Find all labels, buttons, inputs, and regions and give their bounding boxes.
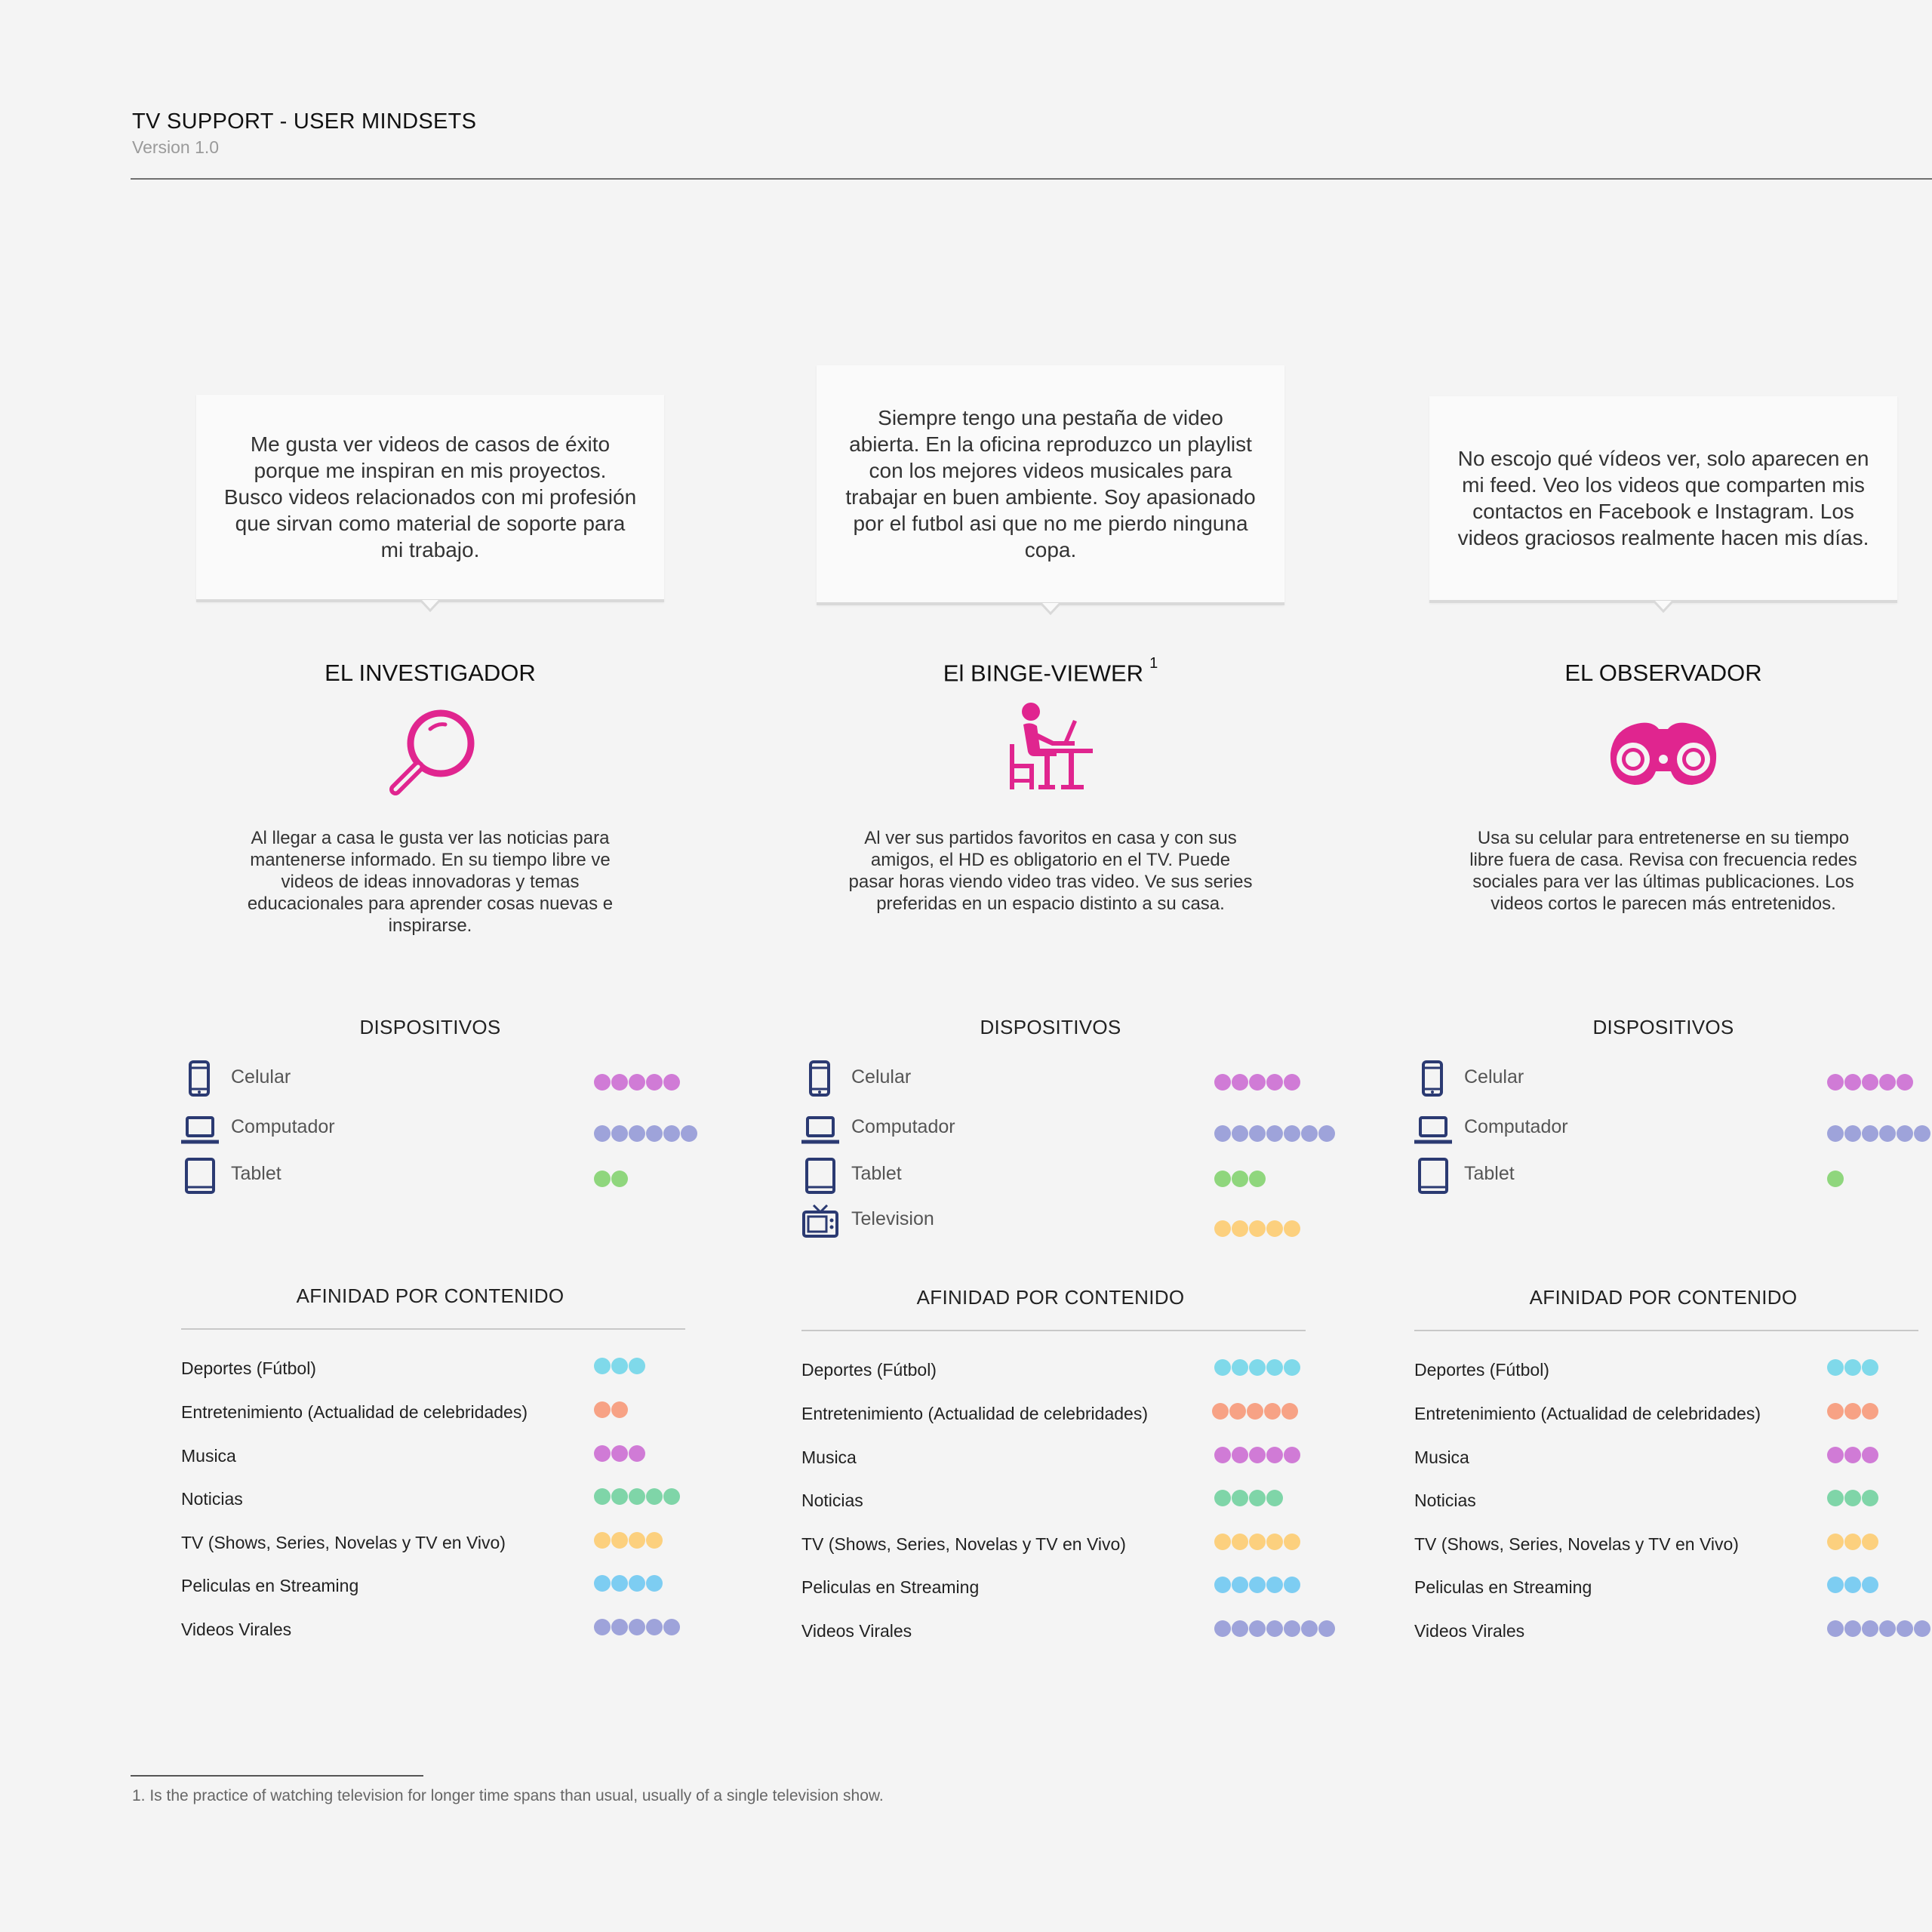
affinity-label: Deportes (Fútbol)	[801, 1360, 937, 1380]
device-row-celular	[1414, 1060, 1932, 1098]
rating-dots	[1827, 1171, 1844, 1187]
footnote-divider	[131, 1775, 423, 1777]
affinity-divider	[1414, 1330, 1918, 1331]
device-label: Celular	[231, 1066, 291, 1088]
rating-dot	[646, 1488, 663, 1505]
persona-name-text: El BINGE-VIEWER	[943, 660, 1144, 687]
page-title: TV SUPPORT - USER MINDSETS	[132, 109, 477, 134]
rating-dot	[663, 1125, 680, 1142]
device-row-celular	[181, 1060, 709, 1098]
devices-title: DISPOSITIVOS	[1592, 1016, 1734, 1038]
rating-dot	[681, 1125, 697, 1142]
rating-dot	[1301, 1125, 1318, 1142]
affinity-row	[181, 1441, 709, 1471]
rating-dot	[1879, 1125, 1896, 1142]
affinity-row	[1414, 1529, 1932, 1559]
devices-title: DISPOSITIVOS	[359, 1016, 501, 1038]
rating-dot	[1862, 1620, 1878, 1637]
affinity-label: Videos Virales	[801, 1621, 912, 1641]
persona-name	[1429, 660, 1897, 687]
rating-dot	[1301, 1620, 1318, 1637]
rating-dot	[1214, 1125, 1231, 1142]
persona-quote-text: Me gusta ver videos de casos de éxito porque me inspiran en mis proyectos. Busco videos relacionados con mi profesión que sirvan como material de soporte para mi trabajo.	[223, 432, 637, 561]
device-label: Celular	[1464, 1066, 1524, 1088]
quote-pointer	[1041, 603, 1060, 615]
rating-dot	[646, 1125, 663, 1142]
rating-dot	[1897, 1074, 1913, 1091]
persona-column-observador	[1369, 0, 1932, 1736]
version-label: Version 1.0	[132, 137, 220, 157]
rating-dot	[663, 1074, 680, 1091]
quote-pointer	[1654, 601, 1673, 613]
rating-dots	[1214, 1220, 1300, 1237]
rating-dot	[1844, 1359, 1861, 1376]
rating-dots	[1827, 1620, 1930, 1637]
rating-dot	[594, 1125, 611, 1142]
rating-dot	[611, 1125, 628, 1142]
rating-dots	[594, 1532, 663, 1549]
persona-quote-box	[1429, 396, 1897, 603]
rating-dot	[1844, 1577, 1861, 1593]
rating-dots	[594, 1074, 680, 1091]
rating-dot	[1232, 1359, 1248, 1376]
rating-dots	[1827, 1403, 1878, 1420]
rating-dot	[594, 1445, 611, 1462]
rating-dot	[1232, 1620, 1248, 1637]
rating-dots	[1827, 1359, 1878, 1376]
rating-dots	[594, 1125, 697, 1142]
rating-dot	[1284, 1125, 1300, 1142]
rating-dot	[629, 1488, 645, 1505]
tablet-icon	[801, 1157, 839, 1195]
rating-dot	[646, 1532, 663, 1549]
persona-description: Al ver sus partidos favoritos en casa y con sus amigos, el HD es obligatorio en el TV. Puede pasar horas viendo video tras video. Ve sus series preferidas en un espacio distinto a su casa.	[848, 828, 1253, 914]
affinity-row	[801, 1442, 1330, 1472]
rating-dot	[1862, 1577, 1878, 1593]
persona-name	[196, 660, 664, 687]
rating-dots	[1214, 1490, 1283, 1506]
affinity-label: Peliculas en Streaming	[801, 1577, 980, 1597]
device-row-tablet	[801, 1157, 1330, 1195]
affinity-row	[1414, 1442, 1932, 1472]
rating-dot	[1232, 1171, 1248, 1187]
television-icon	[801, 1202, 839, 1240]
rating-dot	[1862, 1359, 1878, 1376]
affinity-row	[1414, 1572, 1932, 1602]
rating-dot	[1249, 1490, 1266, 1506]
affinity-label: Musica	[181, 1446, 236, 1466]
rating-dot	[1897, 1620, 1913, 1637]
rating-dot	[1844, 1125, 1861, 1142]
rating-dot	[611, 1401, 628, 1418]
rating-dot	[1897, 1125, 1913, 1142]
laptop-icon	[181, 1110, 219, 1148]
rating-dot	[594, 1171, 611, 1187]
rating-dot	[1249, 1074, 1266, 1091]
quote-pointer	[420, 600, 440, 612]
rating-dot	[1249, 1620, 1266, 1637]
device-row-computador	[801, 1110, 1330, 1148]
binoculars-icon	[1603, 709, 1724, 808]
rating-dot	[629, 1358, 645, 1374]
rating-dot	[1862, 1074, 1878, 1091]
rating-dot	[1284, 1534, 1300, 1550]
persona-description: Usa su celular para entretenerse en su tiempo libre fuera de casa. Revisa con frecuencia redes sociales para ver las últimas publicaciones. Los videos cortos le parecen más entretenidos.	[1469, 828, 1857, 914]
affinity-label: Noticias	[1414, 1491, 1476, 1510]
rating-dot	[1284, 1074, 1300, 1091]
rating-dot	[1249, 1359, 1266, 1376]
rating-dots	[1827, 1577, 1878, 1593]
rating-dot	[1318, 1620, 1335, 1637]
rating-dot	[1879, 1074, 1896, 1091]
rating-dot	[1249, 1534, 1266, 1550]
rating-dots	[594, 1575, 663, 1592]
rating-dot	[1214, 1577, 1231, 1593]
rating-dot	[594, 1074, 611, 1091]
rating-dot	[1827, 1359, 1844, 1376]
rating-dots	[1214, 1577, 1300, 1593]
device-row-celular	[801, 1060, 1330, 1098]
rating-dot	[663, 1488, 680, 1505]
affinity-row	[181, 1353, 709, 1383]
rating-dots	[1827, 1490, 1878, 1506]
rating-dot	[1249, 1220, 1266, 1237]
rating-dot	[1214, 1074, 1231, 1091]
footnote-text: 1. Is the practice of watching television for longer time spans than usual, usually of a single television show.	[132, 1787, 884, 1804]
rating-dot	[1232, 1220, 1248, 1237]
rating-dots	[1214, 1534, 1300, 1550]
rating-dot	[1247, 1403, 1263, 1420]
rating-dot	[1232, 1534, 1248, 1550]
rating-dot	[594, 1575, 611, 1592]
rating-dot	[611, 1619, 628, 1635]
affinity-label: Musica	[1414, 1447, 1469, 1467]
affinity-label: Noticias	[801, 1491, 863, 1510]
rating-dots	[1827, 1447, 1878, 1463]
affinity-label: Entretenimiento (Actualidad de celebridades)	[181, 1402, 528, 1422]
rating-dot	[1249, 1125, 1266, 1142]
rating-dot	[1318, 1125, 1335, 1142]
device-label: Tablet	[1464, 1163, 1515, 1184]
rating-dot	[1862, 1534, 1878, 1550]
rating-dot	[1827, 1403, 1844, 1420]
rating-dot	[646, 1074, 663, 1091]
rating-dots	[1214, 1620, 1335, 1637]
rating-dot	[1284, 1577, 1300, 1593]
affinity-row	[1414, 1398, 1932, 1429]
device-label: Celular	[851, 1066, 912, 1088]
rating-dot	[1281, 1403, 1298, 1420]
affinity-label: TV (Shows, Series, Novelas y TV en Vivo)	[181, 1533, 506, 1552]
rating-dot	[1827, 1074, 1844, 1091]
rating-dot	[1284, 1447, 1300, 1463]
affinity-title: AFINIDAD POR CONTENIDO	[916, 1286, 1185, 1309]
rating-dot	[1844, 1074, 1861, 1091]
rating-dot	[1266, 1490, 1283, 1506]
affinity-divider	[801, 1330, 1306, 1331]
smartphone-icon	[181, 1060, 219, 1098]
affinity-row	[801, 1616, 1330, 1646]
device-label: Computador	[851, 1116, 955, 1137]
rating-dot	[629, 1445, 645, 1462]
rating-dot	[594, 1532, 611, 1549]
affinity-row	[801, 1572, 1330, 1602]
affinity-label: Entretenimiento (Actualidad de celebridades)	[801, 1404, 1148, 1423]
persona-column-investigador	[136, 0, 709, 1736]
rating-dot	[611, 1488, 628, 1505]
rating-dot	[663, 1619, 680, 1635]
smartphone-icon	[801, 1060, 839, 1098]
rating-dot	[1266, 1074, 1283, 1091]
persona-quote-box	[196, 395, 664, 602]
rating-dot	[1214, 1220, 1231, 1237]
rating-dots	[594, 1401, 628, 1418]
rating-dot	[629, 1619, 645, 1635]
rating-dot	[1844, 1620, 1861, 1637]
rating-dot	[1214, 1534, 1231, 1550]
affinity-row	[1414, 1616, 1932, 1646]
rating-dot	[1214, 1171, 1231, 1187]
rating-dots	[1214, 1074, 1300, 1091]
affinity-label: Videos Virales	[1414, 1621, 1525, 1641]
device-row-tablet	[181, 1157, 709, 1195]
rating-dot	[1232, 1577, 1248, 1593]
rating-dot	[594, 1358, 611, 1374]
devices-title: DISPOSITIVOS	[980, 1016, 1121, 1038]
rating-dot	[1827, 1125, 1844, 1142]
rating-dots	[1827, 1074, 1913, 1091]
affinity-row	[801, 1529, 1330, 1559]
persona-quote-text: No escojo qué vídeos ver, solo aparecen en mi feed. Veo los videos que comparten mis contactos en Facebook e Instagram. Los videos graciosos realmente hacen mis días.	[1457, 447, 1869, 549]
affinity-row	[1414, 1485, 1932, 1515]
person-at-desk-icon	[990, 702, 1111, 800]
affinity-label: TV (Shows, Series, Novelas y TV en Vivo)	[1414, 1534, 1739, 1554]
laptop-icon	[1414, 1110, 1452, 1148]
rating-dot	[1827, 1171, 1844, 1187]
device-row-computador	[181, 1110, 709, 1148]
rating-dot	[1284, 1220, 1300, 1237]
rating-dot	[1266, 1620, 1283, 1637]
rating-dot	[1212, 1403, 1229, 1420]
rating-dot	[1266, 1577, 1283, 1593]
rating-dot	[1862, 1125, 1878, 1142]
rating-dot	[1249, 1447, 1266, 1463]
rating-dot	[1827, 1620, 1844, 1637]
rating-dots	[1827, 1534, 1878, 1550]
smartphone-icon	[1414, 1060, 1452, 1098]
affinity-row	[1414, 1355, 1932, 1385]
rating-dots	[1214, 1447, 1300, 1463]
rating-dot	[1862, 1447, 1878, 1463]
affinity-row	[801, 1398, 1330, 1429]
device-label: Tablet	[231, 1163, 281, 1184]
device-row-computador	[1414, 1110, 1932, 1148]
rating-dots	[594, 1445, 645, 1462]
affinity-label: Deportes (Fútbol)	[181, 1358, 316, 1378]
device-label: Tablet	[851, 1163, 902, 1184]
affinity-label: Peliculas en Streaming	[181, 1576, 359, 1595]
rating-dots	[1212, 1403, 1298, 1420]
rating-dot	[1862, 1490, 1878, 1506]
rating-dot	[629, 1532, 645, 1549]
persona-name-text: EL OBSERVADOR	[1564, 660, 1762, 686]
rating-dot	[1827, 1577, 1844, 1593]
affinity-row	[801, 1355, 1330, 1385]
rating-dot	[594, 1488, 611, 1505]
rating-dots	[594, 1488, 680, 1505]
device-row-tablet	[1414, 1157, 1932, 1195]
rating-dot	[1214, 1620, 1231, 1637]
rating-dot	[629, 1125, 645, 1142]
rating-dots	[1214, 1171, 1266, 1187]
tablet-icon	[181, 1157, 219, 1195]
device-label: Computador	[231, 1116, 335, 1137]
rating-dot	[1284, 1359, 1300, 1376]
rating-dot	[594, 1619, 611, 1635]
rating-dot	[629, 1575, 645, 1592]
rating-dots	[594, 1619, 680, 1635]
rating-dot	[611, 1575, 628, 1592]
tablet-icon	[1414, 1157, 1452, 1195]
rating-dot	[1827, 1490, 1844, 1506]
laptop-icon	[801, 1110, 839, 1148]
device-label: Computador	[1464, 1116, 1568, 1137]
rating-dot	[611, 1074, 628, 1091]
rating-dot	[1844, 1534, 1861, 1550]
rating-dot	[1862, 1403, 1878, 1420]
affinity-row	[181, 1484, 709, 1514]
rating-dot	[1827, 1447, 1844, 1463]
rating-dots	[594, 1358, 645, 1374]
rating-dot	[1844, 1403, 1861, 1420]
rating-dot	[1232, 1490, 1248, 1506]
affinity-label: Entretenimiento (Actualidad de celebridades)	[1414, 1404, 1761, 1423]
persona-name-text: EL INVESTIGADOR	[325, 660, 536, 686]
affinity-row	[181, 1397, 709, 1427]
rating-dot	[1914, 1620, 1930, 1637]
rating-dot	[1284, 1620, 1300, 1637]
rating-dots	[1214, 1359, 1300, 1376]
affinity-label: Noticias	[181, 1489, 243, 1509]
rating-dot	[1249, 1171, 1266, 1187]
footnote-ref: 1	[1149, 655, 1158, 672]
rating-dot	[1879, 1620, 1896, 1637]
rating-dots	[1214, 1125, 1335, 1142]
rating-dot	[1249, 1577, 1266, 1593]
rating-dot	[1844, 1447, 1861, 1463]
persona-description: Al llegar a casa le gusta ver las noticias para mantenerse informado. En su tiempo libre ve videos de ideas innovadoras y temas educacionales para aprender cosas nuevas e inspirarse.	[247, 828, 614, 936]
device-label: Television	[851, 1208, 934, 1229]
rating-dot	[1266, 1220, 1283, 1237]
affinity-row	[801, 1485, 1330, 1515]
rating-dot	[646, 1575, 663, 1592]
affinity-label: Musica	[801, 1447, 857, 1467]
rating-dot	[1214, 1359, 1231, 1376]
rating-dot	[1229, 1403, 1246, 1420]
rating-dot	[1232, 1447, 1248, 1463]
rating-dot	[1214, 1447, 1231, 1463]
rating-dot	[646, 1619, 663, 1635]
rating-dot	[1264, 1403, 1281, 1420]
rating-dots	[1827, 1125, 1930, 1142]
persona-quote-box	[817, 365, 1284, 605]
device-row-television	[801, 1202, 1330, 1240]
rating-dot	[611, 1532, 628, 1549]
rating-dot	[1266, 1534, 1283, 1550]
rating-dot	[594, 1401, 611, 1418]
affinity-label: Deportes (Fútbol)	[1414, 1360, 1549, 1380]
affinity-title: AFINIDAD POR CONTENIDO	[1529, 1286, 1798, 1309]
affinity-divider	[181, 1328, 685, 1330]
rating-dot	[611, 1171, 628, 1187]
affinity-label: Videos Virales	[181, 1620, 292, 1639]
rating-dot	[1232, 1074, 1248, 1091]
rating-dot	[611, 1358, 628, 1374]
affinity-row	[181, 1571, 709, 1601]
persona-column-binge-viewer	[756, 0, 1330, 1736]
magnifier-icon	[370, 702, 491, 800]
persona-quote-text: Siempre tengo una pestaña de video abierta. En la oficina reproduzco un playlist con los mejores videos musicales para trabajar en buen ambiente. Soy apasionado por el futbol asi que no me pierdo ninguna copa.	[845, 406, 1256, 561]
rating-dot	[611, 1445, 628, 1462]
rating-dot	[1827, 1534, 1844, 1550]
rating-dot	[1914, 1125, 1930, 1142]
affinity-row	[181, 1527, 709, 1558]
rating-dot	[1266, 1125, 1283, 1142]
rating-dot	[629, 1074, 645, 1091]
rating-dot	[1266, 1359, 1283, 1376]
affinity-label: Peliculas en Streaming	[1414, 1577, 1592, 1597]
rating-dot	[1232, 1125, 1248, 1142]
persona-name	[817, 655, 1284, 687]
rating-dot	[1844, 1490, 1861, 1506]
rating-dot	[1214, 1490, 1231, 1506]
rating-dots	[594, 1171, 628, 1187]
affinity-title: AFINIDAD POR CONTENIDO	[296, 1284, 565, 1307]
rating-dot	[1266, 1447, 1283, 1463]
affinity-label: TV (Shows, Series, Novelas y TV en Vivo)	[801, 1534, 1126, 1554]
affinity-row	[181, 1614, 709, 1644]
